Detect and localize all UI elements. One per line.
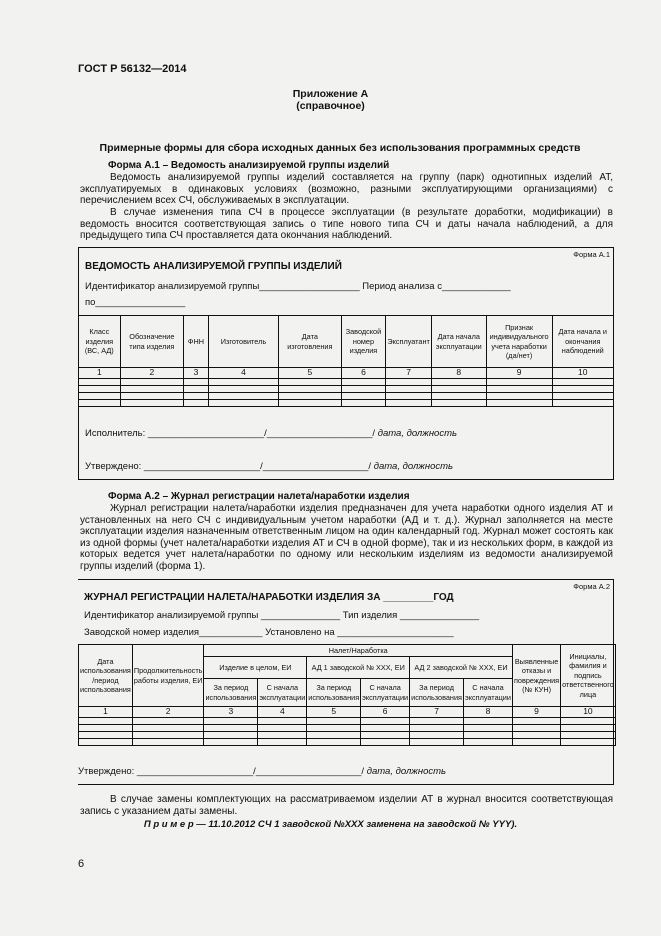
- document-header: ГОСТ Р 56132—2014: [78, 63, 187, 75]
- form-a2-signature-approved: Утверждено: ______________________/____________________/ дата, должность: [78, 766, 447, 777]
- a1-col-class: Класс изделия (ВС, АД): [79, 316, 121, 368]
- table-row: [79, 724, 616, 731]
- table-row: [79, 738, 616, 745]
- a1-num-9: 9: [486, 368, 552, 379]
- a1-col-start-date: Дата начала эксплуатации: [431, 316, 486, 368]
- page-number: 6: [78, 858, 85, 870]
- replacement-note: В случае замены комплектующих на рассматриваемом изделии АТ в журнал вносится соответствующая запись с указанием даты замены.: [80, 794, 613, 817]
- table-row: [79, 378, 614, 385]
- a2-num-2: 2: [132, 707, 204, 718]
- appendix-type: (справочное): [296, 100, 365, 112]
- a2-sub-start-2: С начала эксплуатации: [361, 679, 410, 707]
- appendix-label: Приложение А: [292, 88, 369, 100]
- a2-group-ad2: АД 2 заводской № ХХХ, ЕИ: [410, 657, 513, 679]
- a2-col-duration: Продолжительность работы изделия, ЕИ: [132, 645, 204, 707]
- a2-group-flight-hours: Налет/Наработка: [204, 645, 512, 657]
- a1-col-indiv-flag: Признак индивидуального учета наработки (да/нет): [486, 316, 552, 368]
- a1-col-observation: Дата начала и окончания наблюдений: [552, 316, 614, 368]
- table-row: [79, 731, 616, 738]
- a1-col-maker: Изготовитель: [208, 316, 278, 368]
- a2-num-9: 9: [512, 707, 560, 718]
- table-row: [79, 385, 614, 392]
- a2-col-initials: Инициалы, фамилия и подпись ответственного лица: [561, 645, 616, 707]
- a1-col-type: Обозначение типа изделия: [120, 316, 183, 368]
- form-a1-table: [78, 315, 614, 407]
- a1-num-8: 8: [431, 368, 486, 379]
- a2-col-failures: Выявленные отказы и повреждения (№ КУН): [512, 645, 560, 707]
- a2-num-8: 8: [463, 707, 512, 718]
- a1-col-operator: Эксплуатант: [386, 316, 432, 368]
- a2-num-10: 10: [561, 707, 616, 718]
- a2-sub-start-3: С начала эксплуатации: [463, 679, 512, 707]
- a2-num-1: 1: [79, 707, 133, 718]
- a2-num-6: 6: [361, 707, 410, 718]
- a2-num-7: 7: [410, 707, 464, 718]
- form-a1-paragraph-2: В случае изменения типа СЧ в процессе эксплуатации (в результате доработки, модификации) в ведомость вносится соответствующая запись о типе нового типа СЧ и даты начала наблюдений, а для предыдущего типа СЧ проставляется дата окончания наблюдений.: [80, 207, 613, 242]
- a1-num-6: 6: [341, 368, 386, 379]
- table-row: [79, 392, 614, 399]
- a1-num-10: 10: [552, 368, 614, 379]
- form-a2-paragraph: Журнал регистрации налета/наработки изделия предназначен для учета наработки одного изделия АТ и установленных на него СЧ с индивидуальным учетом наработки (АД и т. д.). Журнал заполняется на месте эксплуатации изделия назначенным ответственным лицом на один календарный год. Журнал может состоять как из одной формы (учет налета/наработки изделия АТ и СЧ в одной форме), так и из нескольких форм, в каждой из которых ведется учет налета/наработки по одному или нескольким изделиям из ведомости анализируемой группы изделий (форма 1).: [80, 503, 613, 572]
- form-a1-signature-approved: Утверждено: ______________________/____________________/ дата, должность: [85, 461, 454, 472]
- a2-col-date: Дата использования /период использования: [79, 645, 133, 707]
- a1-num-3: 3: [184, 368, 209, 379]
- a1-num-1: 1: [79, 368, 121, 379]
- form-a2-line-1: Идентификатор анализируемой группы _______________ Тип изделия _______________: [84, 610, 480, 621]
- form-a1-title: ВЕДОМОСТЬ АНАЛИЗИРУЕМОЙ ГРУППЫ ИЗДЕЛИЙ: [85, 261, 342, 272]
- form-a1-line-2: по_________________: [85, 297, 186, 308]
- a2-sub-period-3: За период использования: [410, 679, 464, 707]
- a1-num-7: 7: [386, 368, 432, 379]
- form-a1-signature-executor: Исполнитель: ______________________/____________________/ дата, должность: [85, 428, 457, 439]
- page-title: Примерные формы для сбора исходных данных без использования программных средств: [99, 142, 581, 154]
- example-note: П р и м е р — 11.10.2012 СЧ 1 заводской №ХХХ заменена на заводской № YYY).: [143, 819, 518, 830]
- a2-num-5: 5: [307, 707, 361, 718]
- a2-sub-period-1: За период использования: [204, 679, 258, 707]
- a2-num-4: 4: [258, 707, 307, 718]
- a1-num-4: 4: [208, 368, 278, 379]
- form-a1-subtitle: Форма А.1 – Ведомость анализируемой группы изделий: [108, 160, 390, 171]
- table-row: [79, 399, 614, 406]
- a1-num-2: 2: [120, 368, 183, 379]
- form-a2-tag: Форма А.2: [573, 582, 610, 591]
- form-a2-subtitle: Форма А.2 – Журнал регистрации налета/наработки изделия: [108, 491, 410, 502]
- table-row: [79, 717, 616, 724]
- form-a2-line-2: Заводской номер изделия____________ Установлено на ______________________: [84, 627, 454, 638]
- a1-num-5: 5: [279, 368, 341, 379]
- a2-sub-period-2: За период использования: [307, 679, 361, 707]
- form-a2-title: ЖУРНАЛ РЕГИСТРАЦИИ НАЛЕТА/НАРАБОТКИ ИЗДЕЛИЯ ЗА _________ГОД: [84, 592, 454, 603]
- form-a1-box: [78, 247, 614, 480]
- a2-num-3: 3: [204, 707, 258, 718]
- a1-col-date-made: Дата изготовления: [279, 316, 341, 368]
- a2-group-ad1: АД 1 заводской № ХХХ, ЕИ: [307, 657, 410, 679]
- a2-group-whole: Изделие в целом, ЕИ: [204, 657, 307, 679]
- a1-col-serial: Заводской номер изделия: [341, 316, 386, 368]
- form-a1-paragraph-1: Ведомость анализируемой группы изделий составляется на группу (парк) однотипных изделий АТ, эксплуатируемых в одинаковых условиях (возможно, разными эксплуатирующими организациями) с перечислением всех СЧ, обслуживаемых в эксплуатации.: [80, 172, 613, 207]
- a1-col-fnn: ФНН: [184, 316, 209, 368]
- form-a2-box: [78, 579, 614, 785]
- form-a1-tag: Форма А.1: [573, 250, 610, 259]
- a2-sub-start-1: С начала эксплуатации: [258, 679, 307, 707]
- form-a2-table: [78, 644, 616, 746]
- form-a1-line-1: Идентификатор анализируемой группы___________________ Период анализа с_____________: [85, 281, 511, 292]
